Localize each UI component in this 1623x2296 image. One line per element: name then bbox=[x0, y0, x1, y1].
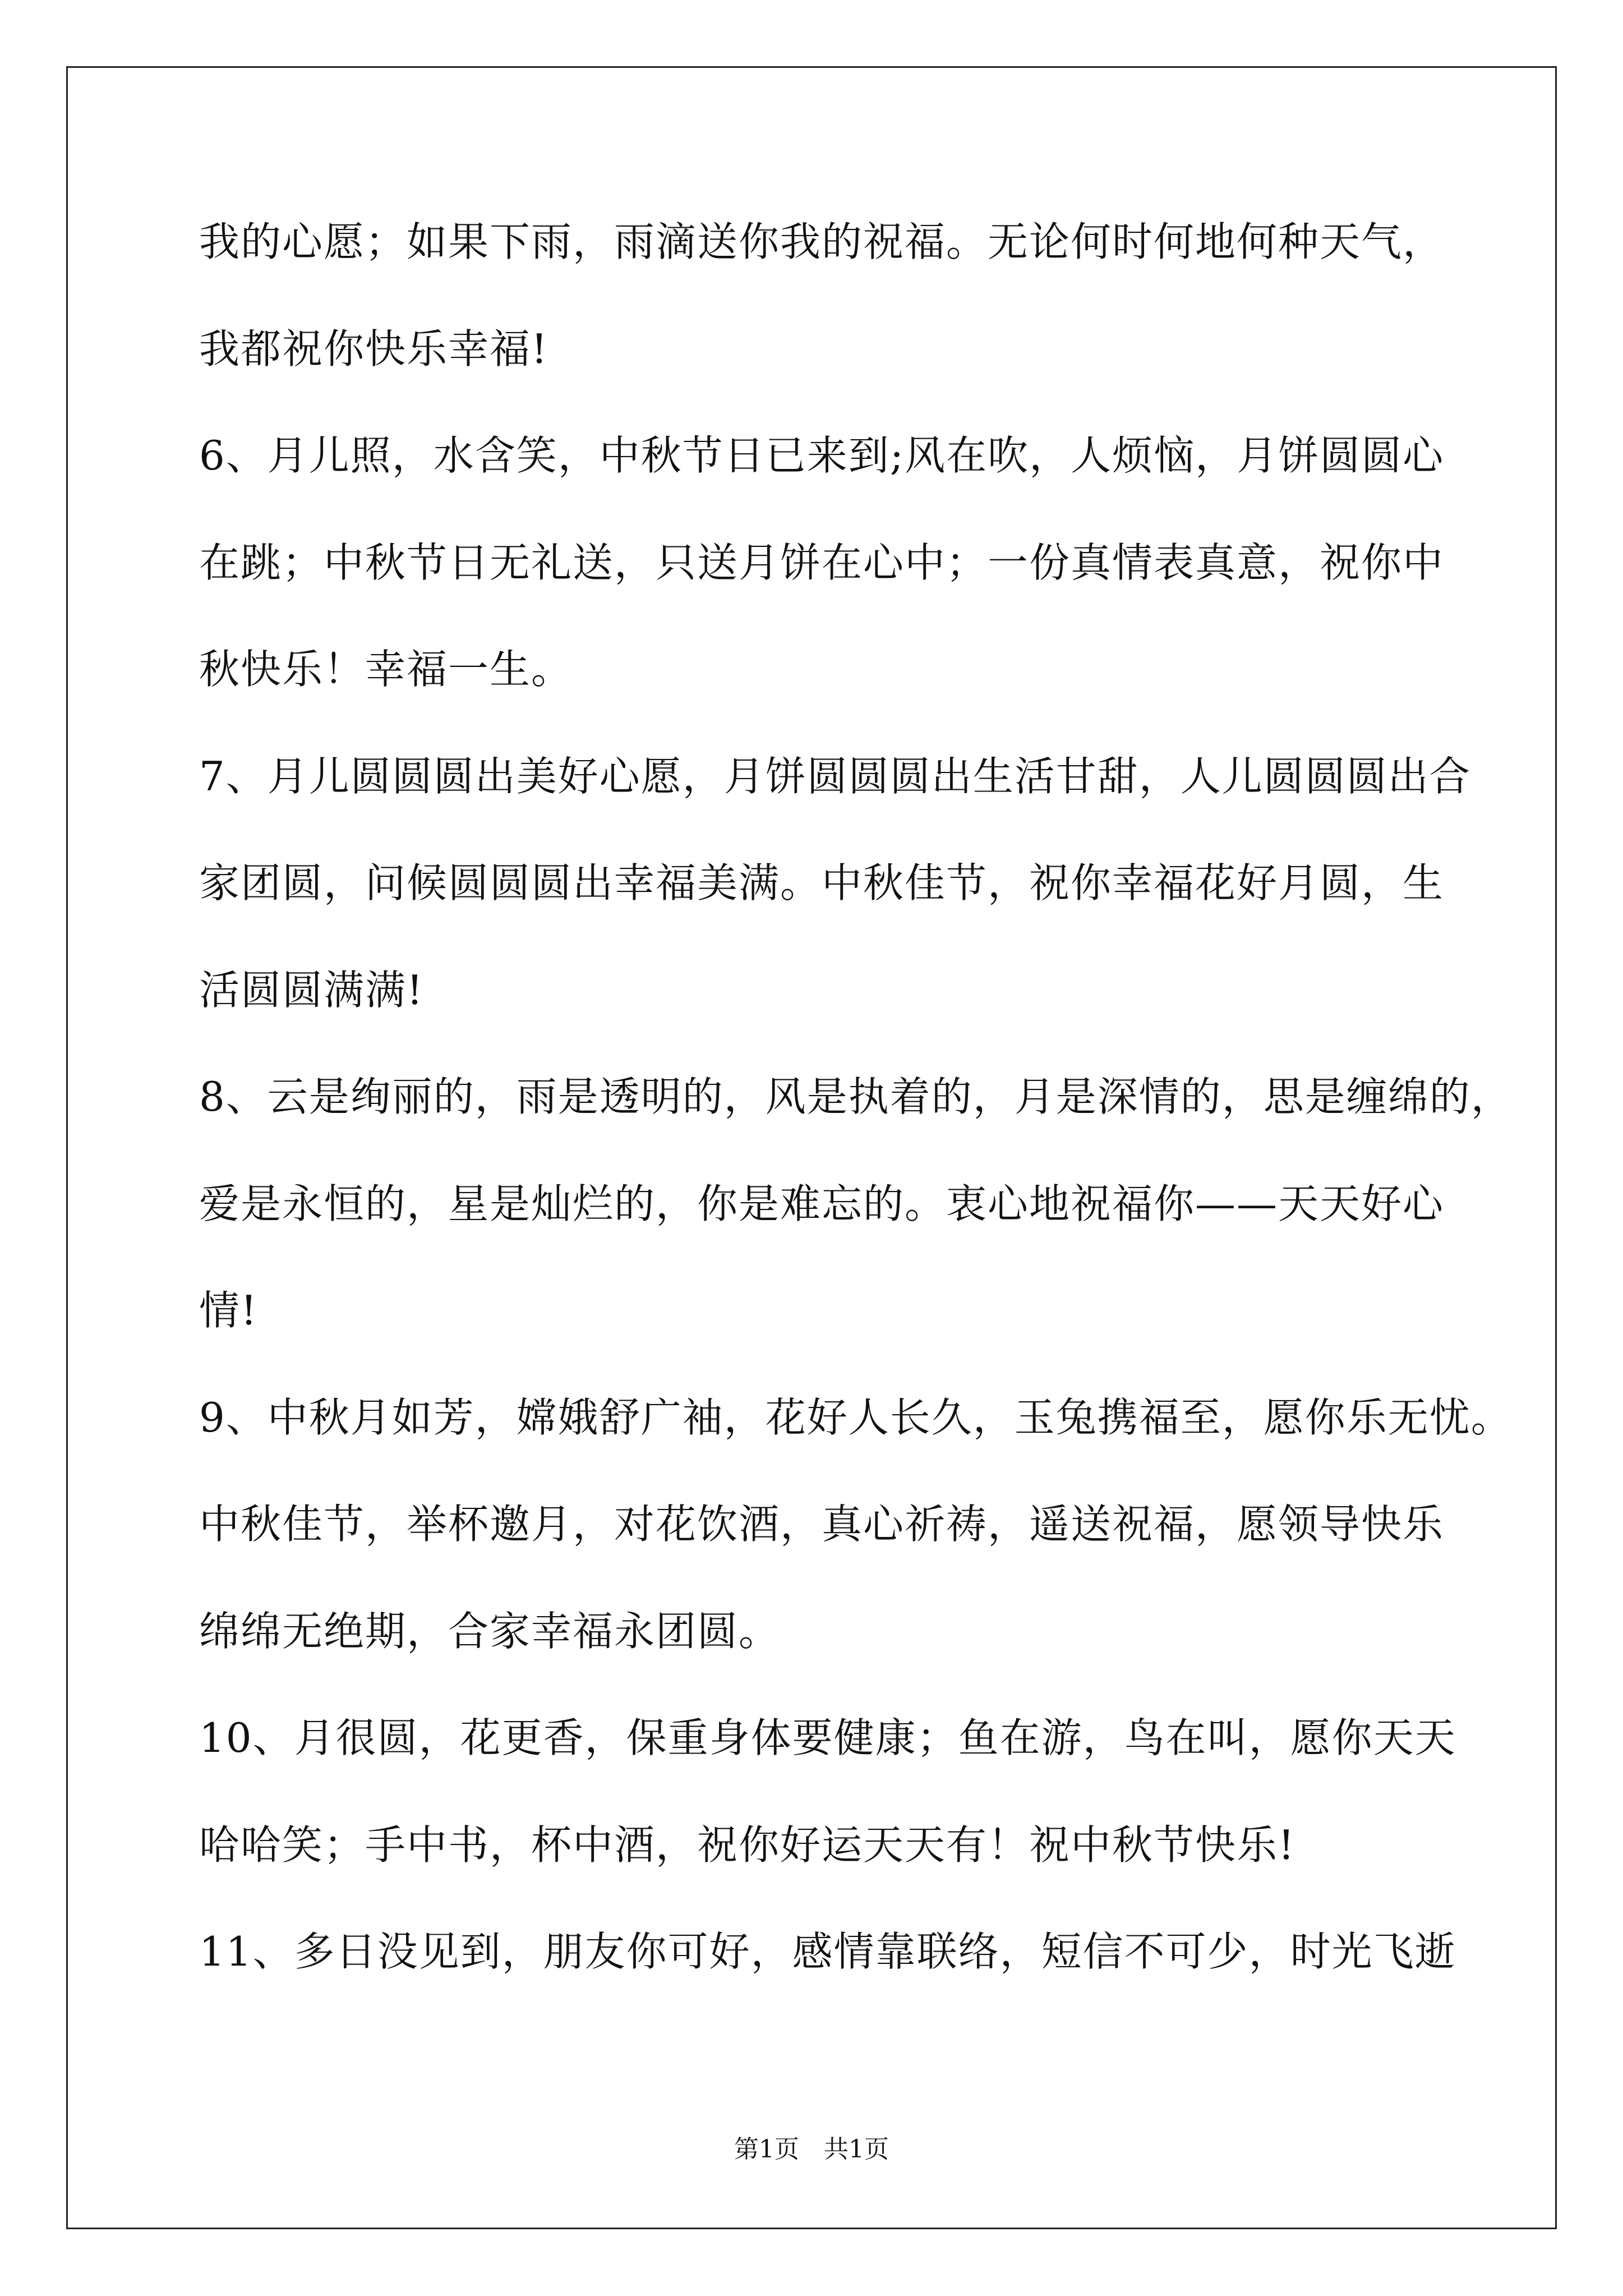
text-line: 中秋佳节，举杯邀月，对花饮酒，真心祈祷，遥送祝福，愿领导快乐 bbox=[199, 1501, 1445, 1548]
text-line: 秋快乐！幸福一生。 bbox=[199, 646, 573, 693]
text-line: 8、云是绚丽的，雨是透明的，风是执着的，月是深情的，思是缠绵的， bbox=[199, 1073, 1513, 1120]
document-body bbox=[199, 216, 1513, 2033]
text-line: 7、月儿圆圆圆出美好心愿，月饼圆圆圆出生活甘甜，人儿圆圆圆出合 bbox=[199, 752, 1471, 800]
text-line: 在跳；中秋节日无礼送，只送月饼在心中；一份真情表真意，祝你中 bbox=[199, 539, 1445, 586]
text-line: 活圆圆满满! bbox=[199, 966, 424, 1014]
text-line: 哈哈笑；手中书，杯中酒，祝你好运天天有！祝中秋节快乐! bbox=[199, 1821, 1295, 1869]
text-line: 家团圆，问候圆圆圆出幸福美满。中秋佳节，祝你幸福花好月圆，生 bbox=[199, 859, 1445, 907]
text-line: 我的心愿；如果下雨，雨滴送你我的祝福。无论何时何地何种天气， bbox=[199, 218, 1445, 265]
page-footer: 第1页 共1页 bbox=[734, 2135, 889, 2164]
text-line: 情! bbox=[199, 1287, 258, 1334]
text-line: 爱是永恒的，星是灿烂的，你是难忘的。衷心地祝福你——天天好心 bbox=[199, 1180, 1445, 1227]
text-line: 绵绵无绝期，合家幸福永团圆。 bbox=[199, 1607, 781, 1655]
text-line: 6、月儿照，水含笑，中秋节日已来到;风在吹，人烦恼，月饼圆圆心 bbox=[199, 432, 1445, 479]
text-line: 9、中秋月如芳，嫦娥舒广袖，花好人长久，玉兔携福至，愿你乐无忧。 bbox=[199, 1393, 1513, 1441]
text-line: 11、多日没见到，朋友你可好，感情靠联络，短信不可少，时光飞逝 bbox=[199, 1928, 1456, 1975]
text-line: 我都祝你快乐幸福! bbox=[199, 325, 548, 372]
text-line: 10、月很圆，花更香，保重身体要健康；鱼在游，鸟在叫，愿你天天 bbox=[199, 1714, 1456, 1761]
